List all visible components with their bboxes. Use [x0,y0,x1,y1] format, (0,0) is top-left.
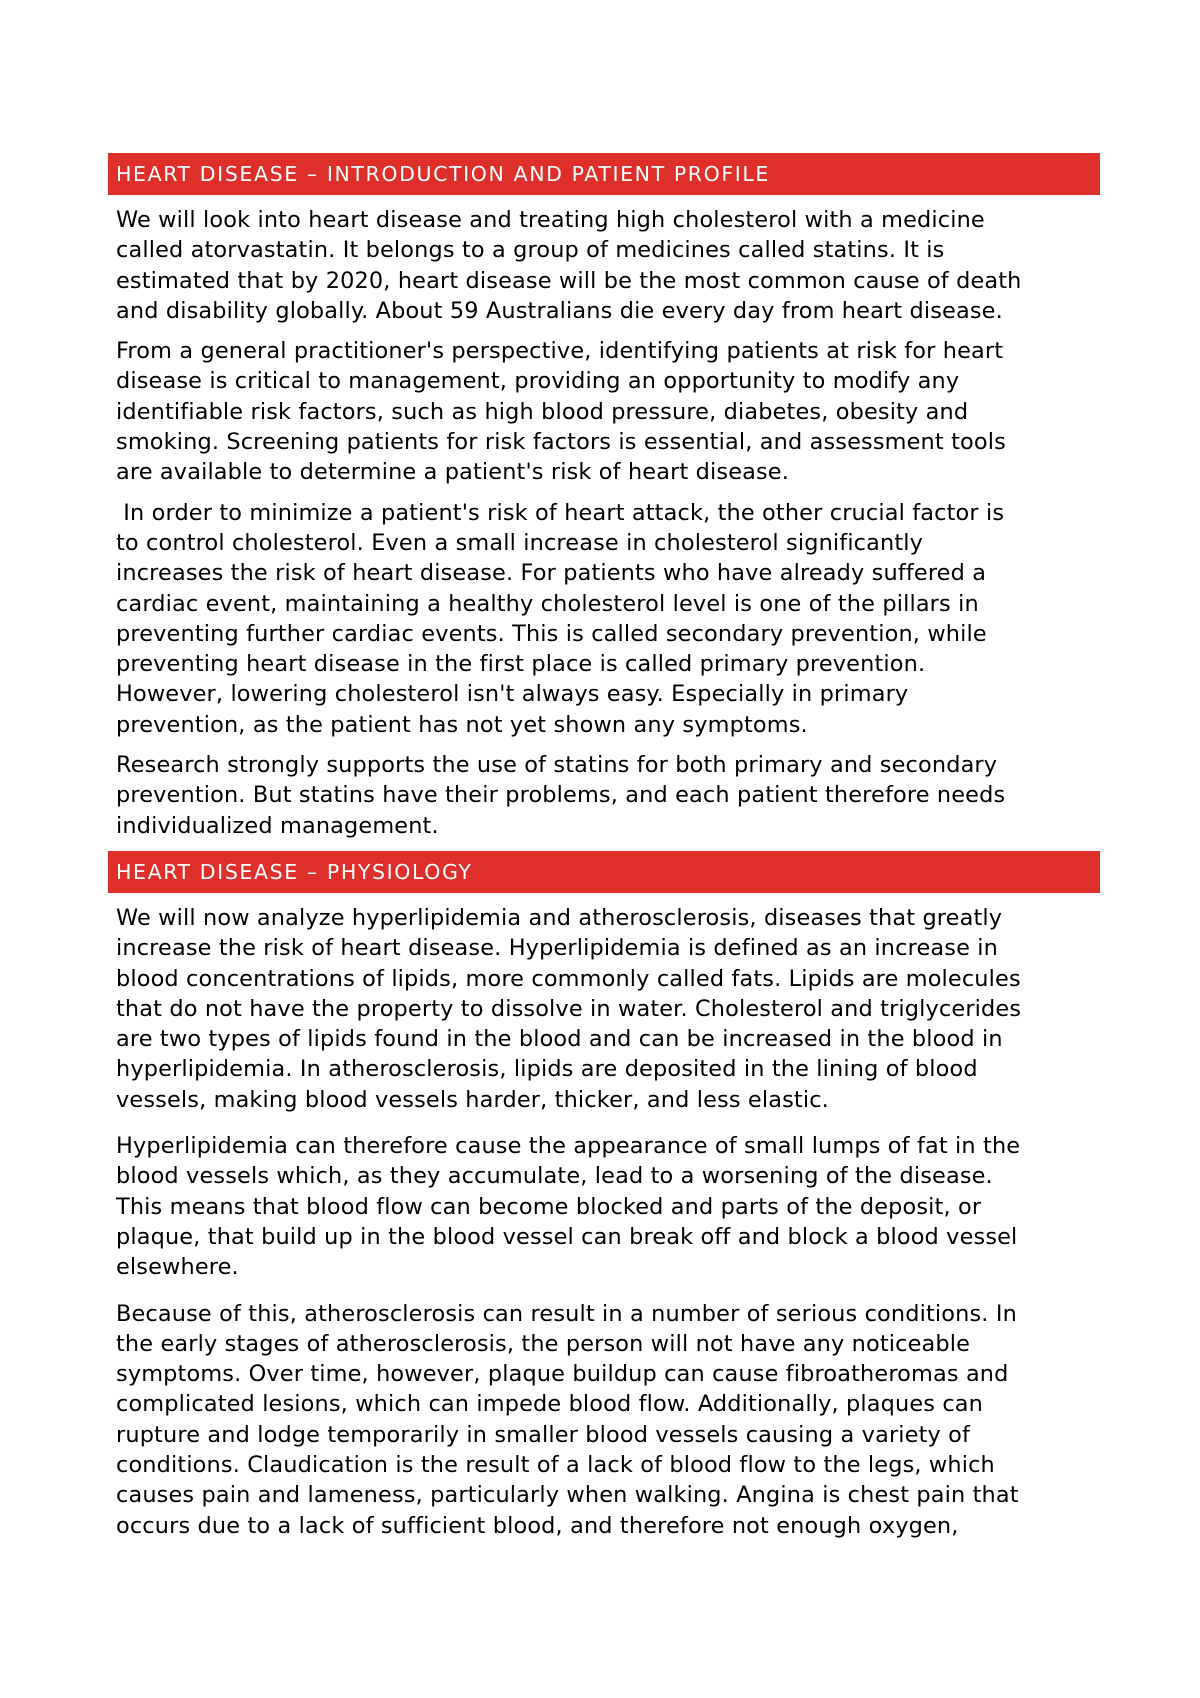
text-line: identifiable risk factors, such as high blood pressure, diabetes, obesity and [116,398,969,425]
text-line: We will now analyze hyperlipidemia and atherosclerosis, diseases that greatly [116,904,1003,931]
paragraph [116,205,1094,326]
text-line: that do not have the property to dissolve in water. Cholesterol and triglycerides [116,995,1022,1022]
text-line: disease is critical to management, providing an opportunity to modify any [116,368,960,395]
text-line: individualized management. [116,812,439,839]
text-line: occurs due to a lack of sufficient blood, and therefore not enough oxygen, [116,1512,959,1539]
text-line: symptoms. Over time, however, plaque buildup can cause fibroatheromas and [116,1361,1009,1388]
text-line: However, lowering cholesterol isn't always easy. Especially in primary [116,681,909,708]
text-line: to control cholesterol. Even a small increase in cholesterol significantly [116,529,924,556]
section-introduction [108,153,1100,841]
text-line: blood vessels which, as they accumulate, lead to a worsening of the disease. [116,1163,993,1190]
text-line: rupture and lodge temporarily in smaller blood vessels causing a variety of [116,1421,971,1448]
paragraph [116,1299,1094,1541]
text-line: are two types of lipids found in the blood and can be increased in the blood in [116,1026,1003,1053]
text-line: We will look into heart disease and treating high cholesterol with a medicine [116,207,985,233]
text-line: preventing heart disease in the first place is called primary prevention. [116,651,926,678]
text-line: estimated that by 2020, heart disease will be the most common cause of death [116,267,1022,294]
section-body-introduction [108,195,1100,841]
text-line: Hyperlipidemia can therefore cause the appearance of small lumps of fat in the [116,1133,1021,1160]
paragraph [116,903,1094,1115]
text-line: preventing further cardiac events. This is called secondary prevention, while [116,620,987,647]
section-header-physiology: HEART DISEASE – PHYSIOLOGY [108,851,1100,893]
text-line: and disability globally. About 59 Australians die every day from heart disease. [116,297,1003,324]
text-line: increases the risk of heart disease. For patients who have already suffered a [116,560,987,587]
paragraph [116,498,1094,740]
paragraph [116,1131,1094,1282]
document-page [108,153,1100,1557]
paragraph [116,750,1094,841]
text-line: cardiac event, maintaining a healthy cholesterol level is one of the pillars in [116,590,979,617]
text-line: Research strongly supports the use of statins for both primary and secondary [116,752,998,779]
text-line: elsewhere. [116,1254,239,1281]
text-line: prevention. But statins have their problems, and each patient therefore needs [116,782,1006,809]
text-line: smoking. Screening patients for risk factors is essential, and assessment tools [116,429,1006,456]
text-line: Because of this, atherosclerosis can result in a number of serious conditions. In [116,1300,1017,1327]
text-line: From a general practitioner's perspective, identifying patients at risk for heart [116,338,1004,365]
section-header-introduction: HEART DISEASE – INTRODUCTION AND PATIENT PROFILE [108,153,1100,195]
section-physiology [108,851,1100,1541]
text-line: blood concentrations of lipids, more commonly called fats. Lipids are molecules [116,965,1021,992]
text-line: conditions. Claudication is the result of a lack of blood flow to the legs, which [116,1451,995,1478]
text-line: the early stages of atherosclerosis, the person will not have any noticeable [116,1330,971,1357]
text-line: causes pain and lameness, particularly when walking. Angina is chest pain that [116,1482,1019,1509]
text-line: called atorvastatin. It belongs to a group of medicines called statins. It is [116,237,945,264]
text-line: complicated lesions, which can impede blood flow. Additionally, plaques can [116,1391,984,1418]
text-line: hyperlipidemia. In atherosclerosis, lipids are deposited in the lining of blood [116,1056,978,1083]
text-line: This means that blood flow can become blocked and parts of the deposit, or [116,1193,982,1220]
section-body-physiology [108,893,1100,1541]
paragraph [116,336,1094,487]
text-line: In order to minimize a patient's risk of heart attack, the other crucial factor is [116,499,1005,526]
text-line: vessels, making blood vessels harder, thicker, and less elastic. [116,1086,829,1113]
text-line: plaque, that build up in the blood vessel can break off and block a blood vessel [116,1223,1018,1250]
text-line: increase the risk of heart disease. Hyperlipidemia is defined as an increase in [116,935,998,962]
text-line: are available to determine a patient's risk of heart disease. [116,459,789,486]
text-line: prevention, as the patient has not yet shown any symptoms. [116,711,808,738]
